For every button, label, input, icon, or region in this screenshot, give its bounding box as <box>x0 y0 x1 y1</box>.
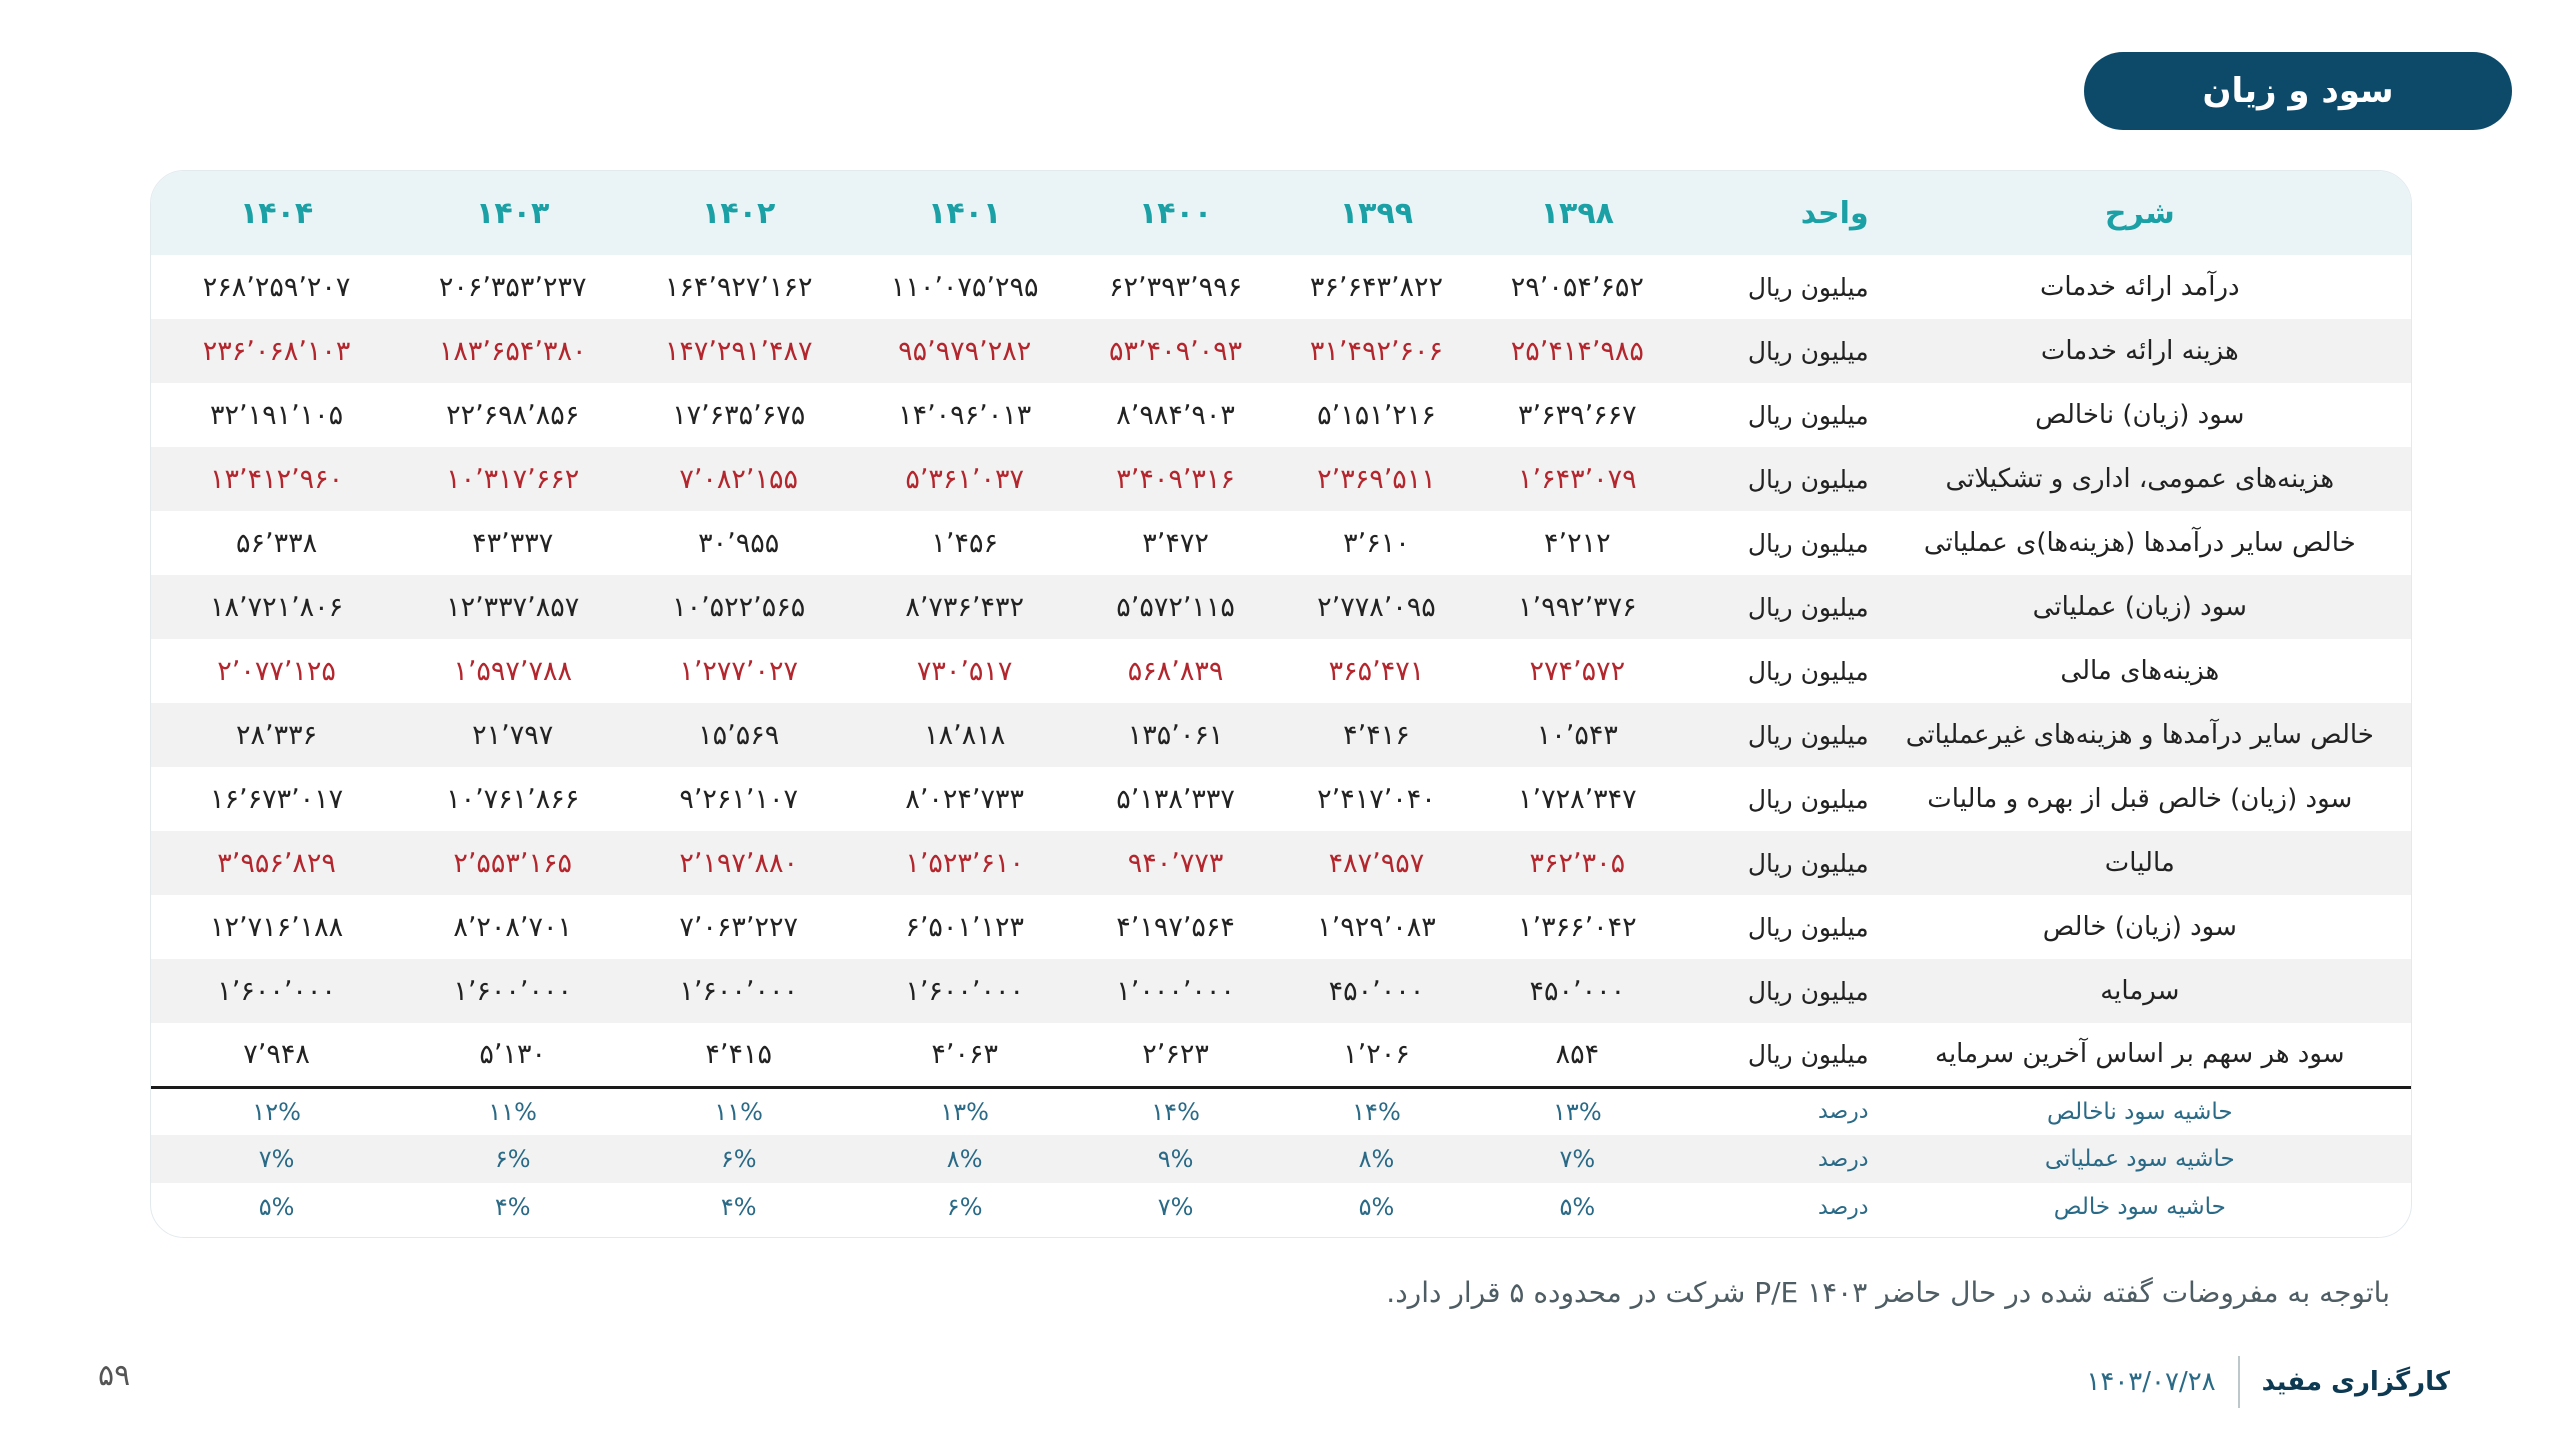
table-row <box>151 383 2411 447</box>
page-title: سود و زیان <box>2084 52 2512 130</box>
cell-value: ۲۷۴٬۵۷۲ <box>1529 655 1626 687</box>
cell-value: ۷٬۰۸۲٬۱۵۵ <box>679 463 798 495</box>
cell-value: ۱٬۴۵۶ <box>931 527 998 559</box>
cell-value: ۷٬۰۶۳٬۲۲۷ <box>679 911 798 943</box>
cell-value: ۱۳٬۴۱۲٬۹۶۰ <box>210 463 344 495</box>
cell-value: ۵۶۸٬۸۳۹ <box>1127 655 1224 687</box>
cell-value: ۳۲٬۱۹۱٬۱۰۵ <box>210 399 344 431</box>
row-unit: میلیون ریال <box>1747 656 1869 686</box>
cell-value: ۱٬۶۰۰٬۰۰۰ <box>679 975 798 1007</box>
margin-value: ۵% <box>1559 1193 1596 1221</box>
cell-value: ۱٬۵۹۷٬۷۸۸ <box>453 655 573 687</box>
cell-value: ۳٬۴۰۹٬۳۱۶ <box>1116 463 1235 495</box>
cell-value: ۴۵۰٬۰۰۰ <box>1529 975 1626 1007</box>
cell-value: ۸٬۹۸۴٬۹۰۳ <box>1116 399 1235 431</box>
cell-value: ۲۲٬۶۹۸٬۸۵۶ <box>446 399 580 431</box>
cell-value: ۱۰٬۵۴۳ <box>1536 719 1618 751</box>
table-row <box>151 703 2411 767</box>
margin-value: ۷% <box>258 1145 295 1173</box>
margin-value: ۷% <box>1157 1193 1194 1221</box>
cell-value: ۸٬۰۲۴٬۷۳۳ <box>905 783 1024 815</box>
cell-value: ۱٬۰۰۰٬۰۰۰ <box>1116 975 1235 1007</box>
cell-value: ۱۰٬۵۲۲٬۵۶۵ <box>672 591 806 623</box>
cell-value: ۹۴۰٬۷۷۳ <box>1127 847 1224 879</box>
cell-value: ۱۶٬۶۷۳٬۰۱۷ <box>210 783 344 815</box>
cell-value: ۴۸۷٬۹۵۷ <box>1328 847 1425 879</box>
cell-value: ۵٬۵۷۲٬۱۱۵ <box>1116 591 1235 623</box>
row-description: خالص سایر درآمدها و هزینه‌های غیرعملیاتی <box>1905 720 2374 750</box>
row-description: مالیات <box>2104 848 2175 878</box>
row-unit: میلیون ریال <box>1747 848 1869 878</box>
cell-value: ۵٬۳۶۱٬۰۳۷ <box>905 463 1024 495</box>
row-description: هزینه ارائه خدمات <box>2040 336 2239 366</box>
row-unit: میلیون ریال <box>1747 400 1869 430</box>
margin-description: حاشیه سود عملیاتی <box>2044 1146 2235 1172</box>
cell-value: ۹٬۲۶۱٬۱۰۷ <box>679 783 798 815</box>
cell-value: ۲۸٬۳۳۶ <box>236 719 318 751</box>
table-row <box>151 575 2411 639</box>
cell-value: ۱٬۹۲۹٬۰۸۳ <box>1317 911 1436 943</box>
cell-value: ۷۳۰٬۵۱۷ <box>916 655 1013 687</box>
table-row <box>151 959 2411 1023</box>
cell-value: ۱۴٬۰۹۶٬۰۱۳ <box>898 399 1032 431</box>
cell-value: ۱۸٬۸۱۸ <box>924 719 1006 751</box>
cell-value: ۴٬۴۱۶ <box>1343 719 1410 751</box>
cell-value: ۶۲٬۳۹۳٬۹۹۶ <box>1108 271 1243 303</box>
cell-value: ۱٬۶۰۰٬۰۰۰ <box>217 975 336 1007</box>
cell-value: ۳۰٬۹۵۵ <box>698 527 780 559</box>
margin-value: ۸% <box>946 1145 983 1173</box>
brand-name: کارگزاری مفید <box>2261 1367 2450 1397</box>
cell-value: ۱۲٬۳۳۷٬۸۵۷ <box>446 591 580 623</box>
header-year-1400: ۱۴۰۰ <box>1138 195 1213 231</box>
table-row <box>151 1023 2411 1087</box>
cell-value: ۵٬۱۳۰ <box>402 1023 623 1087</box>
header-year-1401: ۱۴۰۱ <box>928 195 1002 231</box>
header-year-1398: ۱۳۹۸ <box>1540 195 1614 231</box>
cell-value: ۶٬۵۰۱٬۱۲۳ <box>905 911 1024 943</box>
cell-value: ۲٬۶۲۳ <box>1075 1023 1276 1087</box>
row-unit: میلیون ریال <box>1678 1023 1869 1087</box>
header-year-1402: ۱۴۰۲ <box>702 195 776 231</box>
cell-value: ۸۵۴ <box>1477 1023 1678 1087</box>
table-row <box>151 831 2411 895</box>
cell-value: ۹۵٬۹۷۹٬۲۸۲ <box>898 335 1032 367</box>
margin-value: ۴% <box>494 1193 531 1221</box>
cell-value: ۳٬۶۳۹٬۶۶۷ <box>1517 399 1637 431</box>
cell-value: ۱۰٬۷۶۱٬۸۶۶ <box>446 783 580 815</box>
cell-value: ۳۱٬۴۹۲٬۶۰۶ <box>1309 335 1444 367</box>
table-header-row <box>151 171 2411 255</box>
cell-value: ۱۵٬۵۶۹ <box>698 719 780 751</box>
cell-value: ۳٬۶۱۰ <box>1343 527 1410 559</box>
cell-value: ۱۲٬۷۱۶٬۱۸۸ <box>210 911 344 943</box>
cell-value: ۲٬۰۷۷٬۱۲۵ <box>217 655 336 687</box>
margin-unit: درصد <box>1817 1099 1869 1125</box>
cell-value: ۴٬۴۱۵ <box>623 1023 854 1087</box>
margin-row <box>151 1183 2411 1231</box>
table-row <box>151 255 2411 319</box>
cell-value: ۳۶۲٬۳۰۵ <box>1529 847 1626 879</box>
cell-value: ۱٬۲۷۷٬۰۲۷ <box>679 655 798 687</box>
margin-row <box>151 1087 2411 1135</box>
cell-value: ۱٬۶۰۰٬۰۰۰ <box>453 975 573 1007</box>
report-date: ۱۴۰۳/۰۷/۲۸ <box>2086 1367 2216 1397</box>
margin-value: ۶% <box>720 1145 757 1173</box>
cell-value: ۱٬۹۹۲٬۳۷۶ <box>1517 591 1637 623</box>
margin-value: ۶% <box>494 1145 531 1173</box>
cell-value: ۱٬۲۰۶ <box>1276 1023 1477 1087</box>
margin-value: ۱۱% <box>714 1097 763 1126</box>
cell-value: ۲٬۱۹۷٬۸۸۰ <box>679 847 798 879</box>
cell-value: ۱٬۵۲۳٬۶۱۰ <box>905 847 1024 879</box>
cell-value: ۴۳٬۳۳۷ <box>472 527 554 559</box>
row-unit: میلیون ریال <box>1747 464 1869 494</box>
cell-value: ۱۳۵٬۰۶۱ <box>1127 719 1224 751</box>
margin-value: ۷% <box>1559 1145 1596 1173</box>
row-unit: میلیون ریال <box>1747 976 1869 1006</box>
row-description: خالص سایر درآمدها (هزینه‌ها)ی عملیاتی <box>1923 528 2356 558</box>
profit-loss-table <box>150 170 2412 1238</box>
row-description: سود (زیان) ناخالص <box>2035 400 2245 430</box>
row-unit: میلیون ریال <box>1747 912 1869 942</box>
row-description: سود (زیان) خالص <box>2042 912 2237 942</box>
cell-value: ۱۱۰٬۰۷۵٬۲۹۵ <box>890 271 1039 303</box>
table-row <box>151 447 2411 511</box>
cell-value: ۵۳٬۴۰۹٬۰۹۳ <box>1108 335 1243 367</box>
row-description: سرمایه <box>2100 976 2180 1006</box>
margin-description: حاشیه سود ناخالص <box>2047 1098 2233 1125</box>
header-description: شرح <box>2104 195 2175 231</box>
cell-value: ۲٬۵۵۳٬۱۶۵ <box>453 847 573 879</box>
margin-value: ۱۲% <box>252 1097 301 1126</box>
row-unit: میلیون ریال <box>1747 272 1869 302</box>
cell-value: ۵٬۱۵۱٬۲۱۶ <box>1317 399 1436 431</box>
row-unit: میلیون ریال <box>1747 720 1869 750</box>
row-unit: میلیون ریال <box>1747 336 1869 366</box>
cell-value: ۲۱٬۷۹۷ <box>472 719 554 751</box>
cell-value: ۲٬۴۱۷٬۰۴۰ <box>1317 783 1436 815</box>
cell-value: ۱۴۷٬۲۹۱٬۴۸۷ <box>664 335 813 367</box>
table-row <box>151 639 2411 703</box>
table-row <box>151 895 2411 959</box>
margin-value: ۴% <box>720 1193 757 1221</box>
header-year-1404: ۱۴۰۴ <box>239 195 314 231</box>
margin-description: حاشیه سود خالص <box>2053 1194 2226 1220</box>
row-unit: میلیون ریال <box>1747 592 1869 622</box>
margin-unit: درصد <box>1817 1146 1869 1172</box>
footnote: باتوجه به مفروضات گفته شده در حال حاضر P/E ۱۴۰۳ شرکت در محدوده ۵ قرار دارد. <box>1386 1276 2390 1309</box>
cell-value: ۱۶۴٬۹۲۷٬۱۶۲ <box>664 271 813 303</box>
row-description: سود هر سهم بر اساس آخرین سرمایه <box>1869 1023 2411 1087</box>
margin-value: ۹% <box>1157 1145 1194 1173</box>
cell-value: ۵٬۱۳۸٬۳۳۷ <box>1116 783 1235 815</box>
table-row <box>151 319 2411 383</box>
margin-value: ۱۱% <box>488 1097 537 1126</box>
cell-value: ۳٬۹۵۶٬۸۲۹ <box>217 847 336 879</box>
margin-row <box>151 1135 2411 1183</box>
header-unit: واحد <box>1800 195 1869 231</box>
cell-value: ۲۹٬۰۵۴٬۶۵۲ <box>1510 271 1644 303</box>
row-description: هزینه‌های عمومی، اداری و تشکیلاتی <box>1945 464 2335 494</box>
row-description: سود (زیان) خالص قبل از بهره و مالیات <box>1927 784 2353 814</box>
cell-value: ۱٬۶۰۰٬۰۰۰ <box>905 975 1024 1007</box>
margin-value: ۵% <box>1358 1193 1395 1221</box>
header-year-1399: ۱۳۹۹ <box>1339 195 1414 231</box>
margin-value: ۱۳% <box>1553 1097 1602 1126</box>
margin-value: ۶% <box>946 1193 983 1221</box>
cell-value: ۱۷٬۶۳۵٬۶۷۵ <box>672 399 806 431</box>
cell-value: ۴۵۰٬۰۰۰ <box>1328 975 1425 1007</box>
row-unit: میلیون ریال <box>1747 528 1869 558</box>
cell-value: ۴٬۲۱۲ <box>1544 527 1611 559</box>
margin-value: ۵% <box>258 1193 295 1221</box>
cell-value: ۱۸٬۷۲۱٬۸۰۶ <box>210 591 344 623</box>
cell-value: ۲۰۶٬۳۵۳٬۲۳۷ <box>438 271 587 303</box>
cell-value: ۱۰٬۳۱۷٬۶۶۲ <box>446 463 580 495</box>
cell-value: ۴٬۱۹۷٬۵۶۴ <box>1116 911 1235 943</box>
cell-value: ۸٬۲۰۸٬۷۰۱ <box>453 911 573 943</box>
cell-value: ۲٬۷۷۸٬۰۹۵ <box>1317 591 1436 623</box>
margin-value: ۱۴% <box>1352 1097 1401 1126</box>
cell-value: ۲٬۳۶۹٬۵۱۱ <box>1317 463 1436 495</box>
cell-value: ۱٬۷۲۸٬۳۴۷ <box>1517 783 1637 815</box>
row-description: سود (زیان) عملیاتی <box>2032 592 2247 622</box>
margin-unit: درصد <box>1817 1194 1869 1220</box>
margin-value: ۸% <box>1358 1145 1395 1173</box>
footer-divider <box>2238 1356 2240 1408</box>
cell-value: ۲۶۸٬۲۵۹٬۲۰۷ <box>202 271 351 303</box>
cell-value: ۱٬۶۴۳٬۰۷۹ <box>1517 463 1637 495</box>
cell-value: ۸٬۷۳۶٬۴۳۲ <box>905 591 1024 623</box>
cell-value: ۲۵٬۴۱۴٬۹۸۵ <box>1510 335 1644 367</box>
cell-value: ۱٬۳۶۶٬۰۴۲ <box>1517 911 1637 943</box>
margin-value: ۱۴% <box>1151 1097 1200 1126</box>
row-description: هزینه‌های مالی <box>2060 656 2220 686</box>
row-description: درآمد ارائه خدمات <box>2039 272 2240 302</box>
cell-value: ۷٬۹۴۸ <box>151 1023 402 1087</box>
cell-value: ۳۶۵٬۴۷۱ <box>1328 655 1425 687</box>
cell-value: ۵۶٬۳۳۸ <box>236 527 318 559</box>
margin-value: ۱۳% <box>940 1097 989 1126</box>
footer <box>2086 1352 2450 1412</box>
cell-value: ۲۳۶٬۰۶۸٬۱۰۳ <box>202 335 351 367</box>
cell-value: ۳۶٬۶۴۳٬۸۲۲ <box>1309 271 1444 303</box>
page-number: ۵۹ <box>98 1358 131 1393</box>
row-unit: میلیون ریال <box>1747 784 1869 814</box>
cell-value: ۱۸۳٬۶۵۴٬۳۸۰ <box>438 335 587 367</box>
cell-value: ۳٬۴۷۲ <box>1142 527 1209 559</box>
table-row <box>151 511 2411 575</box>
table-row <box>151 767 2411 831</box>
header-year-1403: ۱۴۰۳ <box>476 195 550 231</box>
cell-value: ۴٬۰۶۳ <box>854 1023 1075 1087</box>
